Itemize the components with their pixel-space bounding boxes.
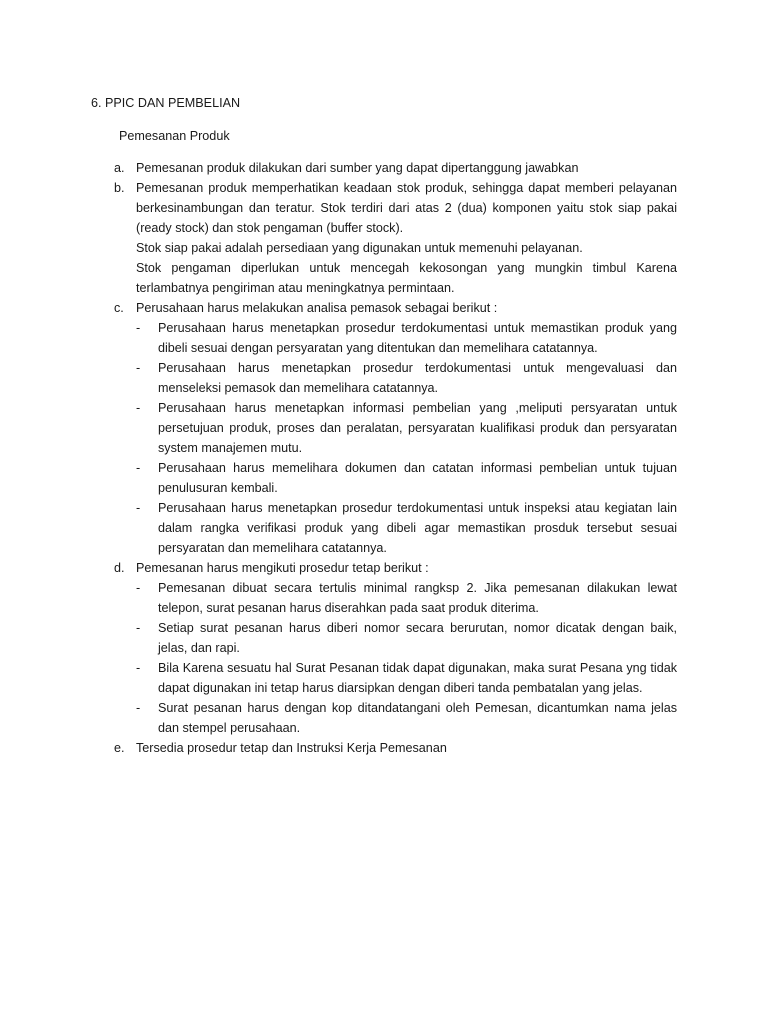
- sub-list-item-marker: -: [136, 701, 141, 715]
- list-item-text: [136, 158, 677, 178]
- list-item-marker: c.: [114, 301, 124, 315]
- sub-list-item-text: Bila Karena sesuatu hal Surat Pesanan tidak dapat digunakan, maka surat Pesana yng tidak dapat digunakan ini tetap harus diarsipkan dengan diberi tanda pembatalan yang jelas.: [158, 661, 677, 695]
- list-item-paragraph: Tersedia prosedur tetap dan Instruksi Kerja Pemesanan: [136, 741, 447, 755]
- section-subheading: Pemesanan Produk: [119, 129, 230, 143]
- list-item-paragraph: Stok pengaman diperlukan untuk mencegah kekosongan yang mungkin timbul Karena terlambatnya pengiriman atau meningkatnya permintaan.: [136, 261, 677, 295]
- sub-list-item-marker: -: [136, 661, 141, 675]
- list-item-text: [136, 298, 677, 318]
- sub-list-item-text: Pemesanan dibuat secara tertulis minimal rangksp 2. Jika pemesanan dilakukan lewat telepon, surat pesanan harus diserahkan pada saat produk diterima.: [158, 581, 677, 615]
- sub-list-item: [0, 498, 768, 558]
- sub-list-item-marker: -: [136, 321, 141, 335]
- sub-list-item: [0, 578, 768, 618]
- sub-list-item-text: Perusahaan harus menetapkan prosedur terdokumentasi untuk mengevaluasi dan menseleksi pemasok dan memelihara catatannya.: [158, 361, 677, 395]
- sub-list-item-marker: -: [136, 361, 141, 375]
- list-item-text: [136, 738, 677, 758]
- list-item: [0, 178, 768, 298]
- list-item: [0, 738, 768, 758]
- list-item-marker: b.: [114, 181, 125, 195]
- ordered-list: [0, 158, 768, 758]
- sub-list-item: [0, 398, 768, 458]
- list-item-marker: e.: [114, 741, 125, 755]
- list-item-paragraph: Stok siap pakai adalah persediaan yang digunakan untuk memenuhi pelayanan.: [136, 241, 583, 255]
- sub-list-item-marker: -: [136, 401, 141, 415]
- sub-list-item-marker: -: [136, 581, 141, 595]
- list-item-marker: a.: [114, 161, 125, 175]
- list-item: [0, 558, 768, 738]
- list-item-paragraph: Pemesanan produk memperhatikan keadaan stok produk, sehingga dapat memberi pelayanan berkesinambungan dan teratur. Stok terdiri dari atas 2 (dua) komponen yaitu stok siap pakai (ready stock) dan stok pengaman (buffer stock).: [136, 181, 677, 235]
- sub-list-item-text: Surat pesanan harus dengan kop ditandatangani oleh Pemesan, dicantumkan nama jelas dan stempel perusahaan.: [158, 701, 677, 735]
- list-item-paragraph: Perusahaan harus melakukan analisa pemasok sebagai berikut :: [136, 301, 498, 315]
- list-item-text: [136, 178, 677, 298]
- sub-list-item: [0, 318, 768, 358]
- sub-list-item-marker: -: [136, 501, 141, 515]
- list-item-marker: d.: [114, 561, 125, 575]
- section-heading: 6. PPIC DAN PEMBELIAN: [91, 96, 241, 110]
- list-item-paragraph: Pemesanan produk dilakukan dari sumber yang dapat dipertanggung jawabkan: [136, 161, 579, 175]
- sub-list-item-text: Perusahaan harus menetapkan prosedur terdokumentasi untuk memastikan produk yang dibeli sesuai dengan persyaratan yang ditentukan dan memelihara catatannya.: [158, 321, 677, 355]
- sub-list-item-text: Perusahaan harus menetapkan prosedur terdokumentasi untuk inspeksi atau kegiatan lain dalam rangka verifikasi produk yang dibeli agar memastikan prosduk tersebut sesuai persyaratan dan memelihara catatannya.: [158, 501, 677, 555]
- sub-list-item-marker: -: [136, 621, 141, 635]
- sub-list-item-text: Setiap surat pesanan harus diberi nomor secara berurutan, nomor dicatak dengan baik, jelas, dan rapi.: [158, 621, 677, 655]
- sub-list-item-text: Perusahaan harus memelihara dokumen dan catatan informasi pembelian untuk tujuan penulusuran kembali.: [158, 461, 677, 495]
- sub-list-item: [0, 618, 768, 658]
- sub-list-item: [0, 458, 768, 498]
- list-item-paragraph: Pemesanan harus mengikuti prosedur tetap berikut :: [136, 561, 429, 575]
- list-item: [0, 298, 768, 558]
- sub-list-item: [0, 358, 768, 398]
- sub-list-item-text: Perusahaan harus menetapkan informasi pembelian yang ,meliputi persyaratan untuk persetujuan produk, proses dan peralatan, persyaratan kualifikasi produk dan persyaratan system manajemen mutu.: [158, 401, 677, 455]
- list-item-text: [136, 558, 677, 578]
- sub-list-item: [0, 698, 768, 738]
- sub-list-item: [0, 658, 768, 698]
- sub-list-item-marker: -: [136, 461, 141, 475]
- list-item: [0, 158, 768, 178]
